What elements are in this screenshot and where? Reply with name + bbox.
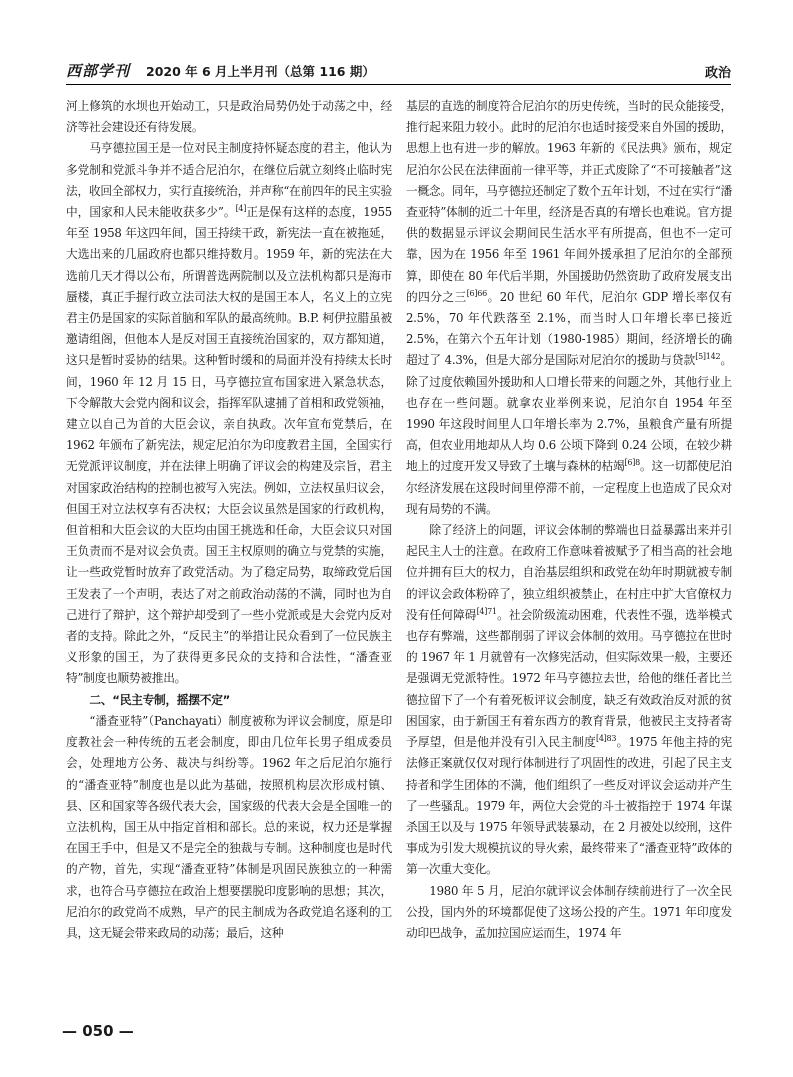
section-label: 政治 (704, 66, 731, 81)
section-heading: 二、“民主专制，摇摆不定” (89, 692, 231, 707)
paragraph: 基层的直选的制度符合尼泊尔的历史传统，当时的民众能接受，推行起来阻力较小。此时的尼泊尔也适时接受来自外国的援助，思想上也有进一步的解放。1963 年新的《民法典》颁布，规定尼泊尔公民在法律面前一律平等，并正式废除了“不可接触者”这一概念。同年，马亨德拉还制定了数个五年计划，不过在实行“潘查亚特”体制的近二十年里，经济是否真的有增长也难说。官方提供的数据显示评议会期间民生活水平有所提高，但也不一定可靠，因为在 1956 年至 1961 年间外援承担了尼泊尔的全部预算，即使在 80 年代后半期，外国援助仍然资助了政府发展支出的四分之三$^{[6]66}$。20 世纪 60 年代，尼泊尔 GDP 增长率仅有 2.5%，70 年代跌落至 2.1%，而当时人口年增长率已接近 2.5%，在第六个五年计划（1980-1985）期间，经济增长的确超过了 4.3%，但是大部分是国际对尼泊尔的援助与贷款$^{[5]142}$。除了过度依赖国外援助和人口增长带来的问题之外，其他行业上也存在一些问题。就拿农业举例来说，尼泊尔自 1954 年至 1990 年这段时间里人口年增长率为 2.7%，虽粮食产量有所提高，但农业用地却从人均 0.6 公顷下降到 0.24 公顷，在较少耕地上的过度开发又导致了土壤与森林的枯竭$^{[6]8}$。这一切都使尼泊尔经济发展在这段时间里停滞不前，一定程度上也造成了民众对现有局势的不满。 (406, 99, 732, 516)
paragraph: 除了经济上的问题，评议会体制的弊端也日益暴露出来并引起民主人士的注意。在政府工作意味着被赋予了相当高的社会地位并拥有巨大的权力，自治基层组织和政党在幼年时期就被专制的评议会政体粉碎了，独立组织被禁止，在村庄中扩大官僚权力没有任何障碍$^{[4]71}$。社会阶级流动困难，代表性不强，选举模式也存有弊端，这些都削弱了评议会体制的效用。马亨德拉在世时的 1967 年 1 月就曾有一次修宪活动，但实际效果一般，主要还是强调无党派特性。1972 年马亨德拉去世，给他的继任者比兰德拉留下了一个有着死板评议会制度，缺乏有效政治反对派的贫困国家，由于新国王有着东西方的教育背景，他被民主支持者寄予厚望，但是他并没有引入民主制度$^{[4]83}$。1975 年他主持的宪法修正案就仅仅对现行体制进行了巩固性的改进，引起了民主支持者和学生团体的不满，他们组织了一些反对评议会运动并产生了一些骚乱。1979 年，两位大会党的斗士被指控于 1974 年谋杀国王以及与 1975 年领导武装暴动，在 2 月被处以绞刑，这件事成为引发大规模抗议的导火索，最终带来了“潘查亚特”政体的第一次重大变化。 (406, 523, 732, 877)
citation: [6]8 (624, 458, 640, 468)
citation: [4] (235, 204, 247, 214)
citation: [4]71 (476, 606, 497, 616)
paragraph: 马亨德拉国王是一位对民主制度持怀疑态度的君主，他认为多党制和党派斗争并不适合尼泊尔，在继位后就立刻终止临时宪法，收回全部权力，实行直接统治，并声称“在前四年的民主实验中，国家和人民未能收获多少”。[4]正是保有这样的态度，1955 年至 1958 年这四年间，国王持续干政，新宪法一直在被拖延，大选出来的几届政府也都只维持数月。1959 年，新的宪法在大选前几天才得以公布，所谓普选两院制以及立法机构都只是海市蜃楼，真正手握行政立法司法大权的是国王本人，名义上的立宪君主仍是国家的实际首脑和军队的最高统帅。B.P. 柯伊拉腊虽被邀请组阁，但他本人是反对国王直接统治国家的，双方都知道，这只是暂时妥协的结果。这种暂时缓和的局面并没有持续太长时间，1960 年 12 月 15 日，马亨德拉宣布国家进入紧急状态，下令解散大会党内阁和议会，指挥军队逮捕了首相和政党领袖，建立以自己为首的大臣会议，亲自执政。次年宣布党禁后，在 1962 年颁布了新宪法，规定尼泊尔为印度教君主国，全国实行无党派评议制度，并在法律上明确了评议会的构建及宗旨，君主对国家政治结构的控制也被写入宪法。例如，立法权虽归议会，但国王对立法权享有否决权；大臣会议虽然是国家的行政机构，但首相和大臣会议的大臣均由国王挑选和任命，大臣会议只对国王负责而不是对议会负责。国王主权原则的确立与党禁的实施，让一些政党暂时放弃了政党活动。为了稳定局势，取缔政党后国王发表了一个声明，表达了对之前政治动荡的不满，同时也为自己进行了辩护，这个辩护却受到了一些小党派或是大会党内反对者的支持。除此之外，“反民主”的举措让民众看到了一位民族主义形象的国王，为了获得更多民众的支持和合法性，“潘查亚特”制度也顺势被推出。 (66, 141, 392, 686)
citation: [6]66 (466, 288, 487, 298)
paragraph: 河上修筑的水坝也开始动工，只是政治局势仍处于动荡之中，经济等社会建设还有待发展。 (66, 99, 392, 135)
page-number: — 050 — (62, 1022, 134, 1040)
paragraph: 1980 年 5 月，尼泊尔就评议会体制存续前进行了一次全民公投，国内外的环境都促使了这场公投的产生。1971 年印度发动印巴战争，孟加拉国应运而生，1974 年 (406, 883, 732, 940)
citation: [5]142 (695, 352, 721, 362)
issue-info: 2020 年 6 月上半月刊（总第 116 期） (146, 64, 375, 79)
right-column (406, 96, 732, 1046)
page-header (66, 58, 731, 85)
citation: [4]83 (595, 734, 617, 744)
left-column (66, 96, 392, 1046)
journal-logo: 西部学刊 (66, 62, 131, 80)
paragraph: “潘查亚特”（Panchayati）制度被称为评议会制度，原是印度教社会一种传统的五老会制度，即由几位年长男子组成委员会，处理地方公务、裁决与纠纷等。1962 年之后尼泊尔施行的“潘查亚特”制度也是以此为基础，按照机构层次形成村镇、县、区和国家等各级代表大会，国家级的代表大会是全国唯一的立法机构，国王从中指定首相和部长。总的来说，权力还是掌握在国王手中，但是又不是完全的独裁与专制。这种制度也是时代的产物，首先，实现“潘查亚特”体制是巩固民族独立的一种需求，也符合马亨德拉在政治上想要摆脱印度影响的思想；其次，尼泊尔的政党尚不成熟，早产的民主制成为各政党追名逐利的工具，这无疑会带来政局的动荡；最后，这种 (66, 713, 392, 940)
